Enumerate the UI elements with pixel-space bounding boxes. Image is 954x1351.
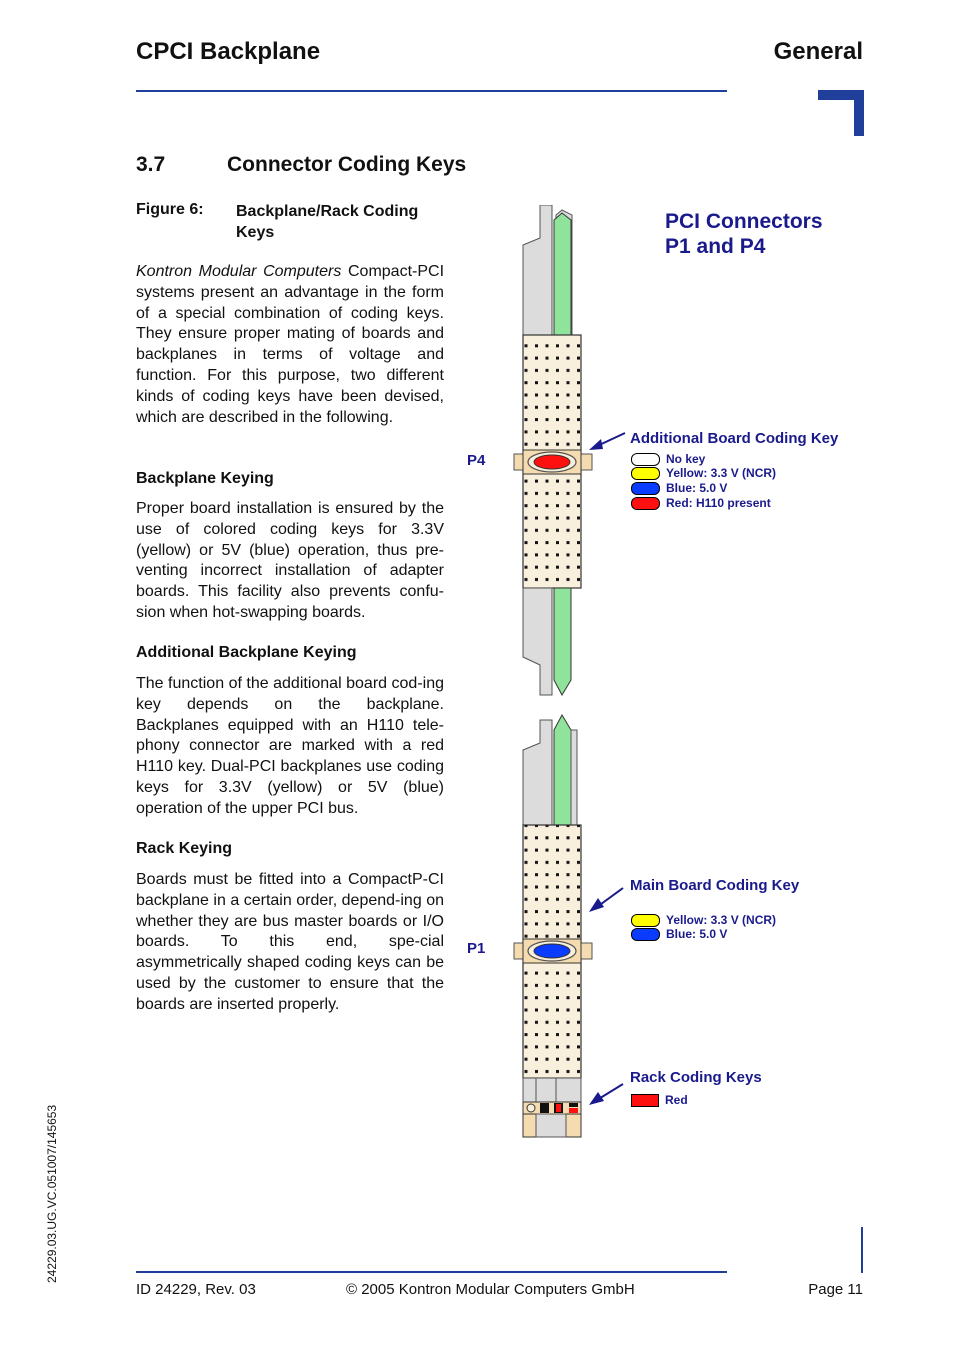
diagram-title-line1: PCI Connectors (665, 210, 823, 233)
connector-diagram (500, 205, 610, 1145)
main-key-title: Main Board Coding Key (630, 877, 800, 894)
footer-page: Page 11 (808, 1281, 863, 1298)
rack-legend-red (631, 1093, 688, 1107)
main-legend-blue (631, 927, 727, 941)
backplane-keying-text: Proper board installation is ensured by the use of colored coding keys for 3.3V (yellow) or 5V (blue) operation, thus pre-venting incorrect installation of adapter boards. This facility also prevents confu-sion when hot-swapping boards. (136, 500, 444, 621)
main-legend-yellow-label: Yellow: 3.3 V (NCR) (666, 913, 777, 927)
additional-key-title: Additional Board Coding Key (630, 430, 839, 447)
arrow-additional-key (585, 425, 630, 455)
p4-red-key (534, 455, 570, 469)
p4-connector (514, 205, 592, 695)
red-swatch (631, 497, 660, 510)
legend-blue-label: Blue: 5.0 V (666, 481, 728, 495)
main-legend-blue-label: Blue: 5.0 V (666, 927, 728, 941)
footer-rule (136, 1271, 727, 1273)
footer-bracket (861, 1227, 863, 1273)
figure-caption (236, 201, 418, 243)
arrow-main-key (585, 885, 630, 915)
legend-yellow-label: Yellow: 3.3 V (NCR) (666, 466, 777, 480)
rack-key-title: Rack Coding Keys (630, 1069, 762, 1086)
figure-label: Figure 6: (136, 201, 204, 218)
header-left-title: CPCI Backplane (136, 38, 321, 65)
legend-yellow (631, 466, 776, 480)
legend-red-label: Red: H110 present (666, 496, 771, 510)
blue-swatch (631, 482, 660, 495)
legend-no-key-label: No key (666, 452, 706, 466)
p1-label: P1 (467, 940, 486, 957)
legend-no-key (631, 452, 705, 466)
side-document-id: 24229.03.UG.VC.051007/145653 (45, 1104, 59, 1283)
arrow-rack-key (585, 1080, 630, 1110)
section-number: 3.7 (136, 153, 166, 176)
yellow-swatch (631, 467, 660, 480)
rack-red-key (556, 1104, 561, 1112)
header-rule (136, 90, 727, 92)
main-yellow-swatch (631, 914, 660, 927)
main-legend-yellow (631, 913, 776, 927)
diagram-title (665, 209, 823, 259)
intro-text: Compact-PCI systems present an advantage in the form of a special combination of coding keys. They ensure proper mating of boards and backplanes in terms of voltage and function. For this purpose, two different kinds of coding keys have been devised, which are described in the following. (136, 263, 445, 426)
intro-company: Kontron Modular Computers (136, 263, 342, 280)
section-title: Connector Coding Keys (227, 153, 467, 176)
p4-label: P4 (467, 452, 486, 469)
header-right-title: General (773, 38, 863, 65)
additional-keying-heading: Additional Backplane Keying (136, 644, 357, 661)
rack-keying-heading: Rack Keying (136, 840, 233, 857)
p1-blue-key (534, 944, 570, 958)
p1-connector (514, 715, 592, 1137)
additional-keying-text: The function of the additional board cod-ing key depends on the backplane. Backplanes equipped with an H110 tele-phony connector are marked with a red H110 key. Dual-PCI backplanes use coding keys for 3.3V (yellow) or 5V (blue) operation of the upper PCI bus. (136, 675, 444, 817)
rack-keying-text: Boards must be fitted into a CompactP-CI backplane in a certain order, depend-ing on whether they are bus master boards or I/O boards. To this end, spe-cial asymmetrically shaped coding keys can be used by the customer to ensure that the boards are inserted properly. (136, 871, 444, 1013)
no-key-swatch (631, 453, 660, 466)
footer-id: ID 24229, Rev. 03 (136, 1281, 256, 1298)
backplane-keying-heading: Backplane Keying (136, 470, 274, 487)
figure-caption-line2: Keys (236, 224, 275, 241)
rack-red-swatch (631, 1094, 659, 1107)
legend-red (631, 496, 771, 510)
intro-paragraph (136, 262, 444, 428)
figure-caption-line1: Backplane/Rack Coding (236, 203, 419, 220)
corner-mark (818, 90, 864, 136)
main-blue-swatch (631, 928, 660, 941)
footer-copyright: © 2005 Kontron Modular Computers GmbH (346, 1281, 635, 1298)
legend-blue (631, 481, 727, 495)
rack-legend-red-label: Red (665, 1093, 688, 1107)
diagram-title-line2: P1 and P4 (665, 235, 766, 258)
